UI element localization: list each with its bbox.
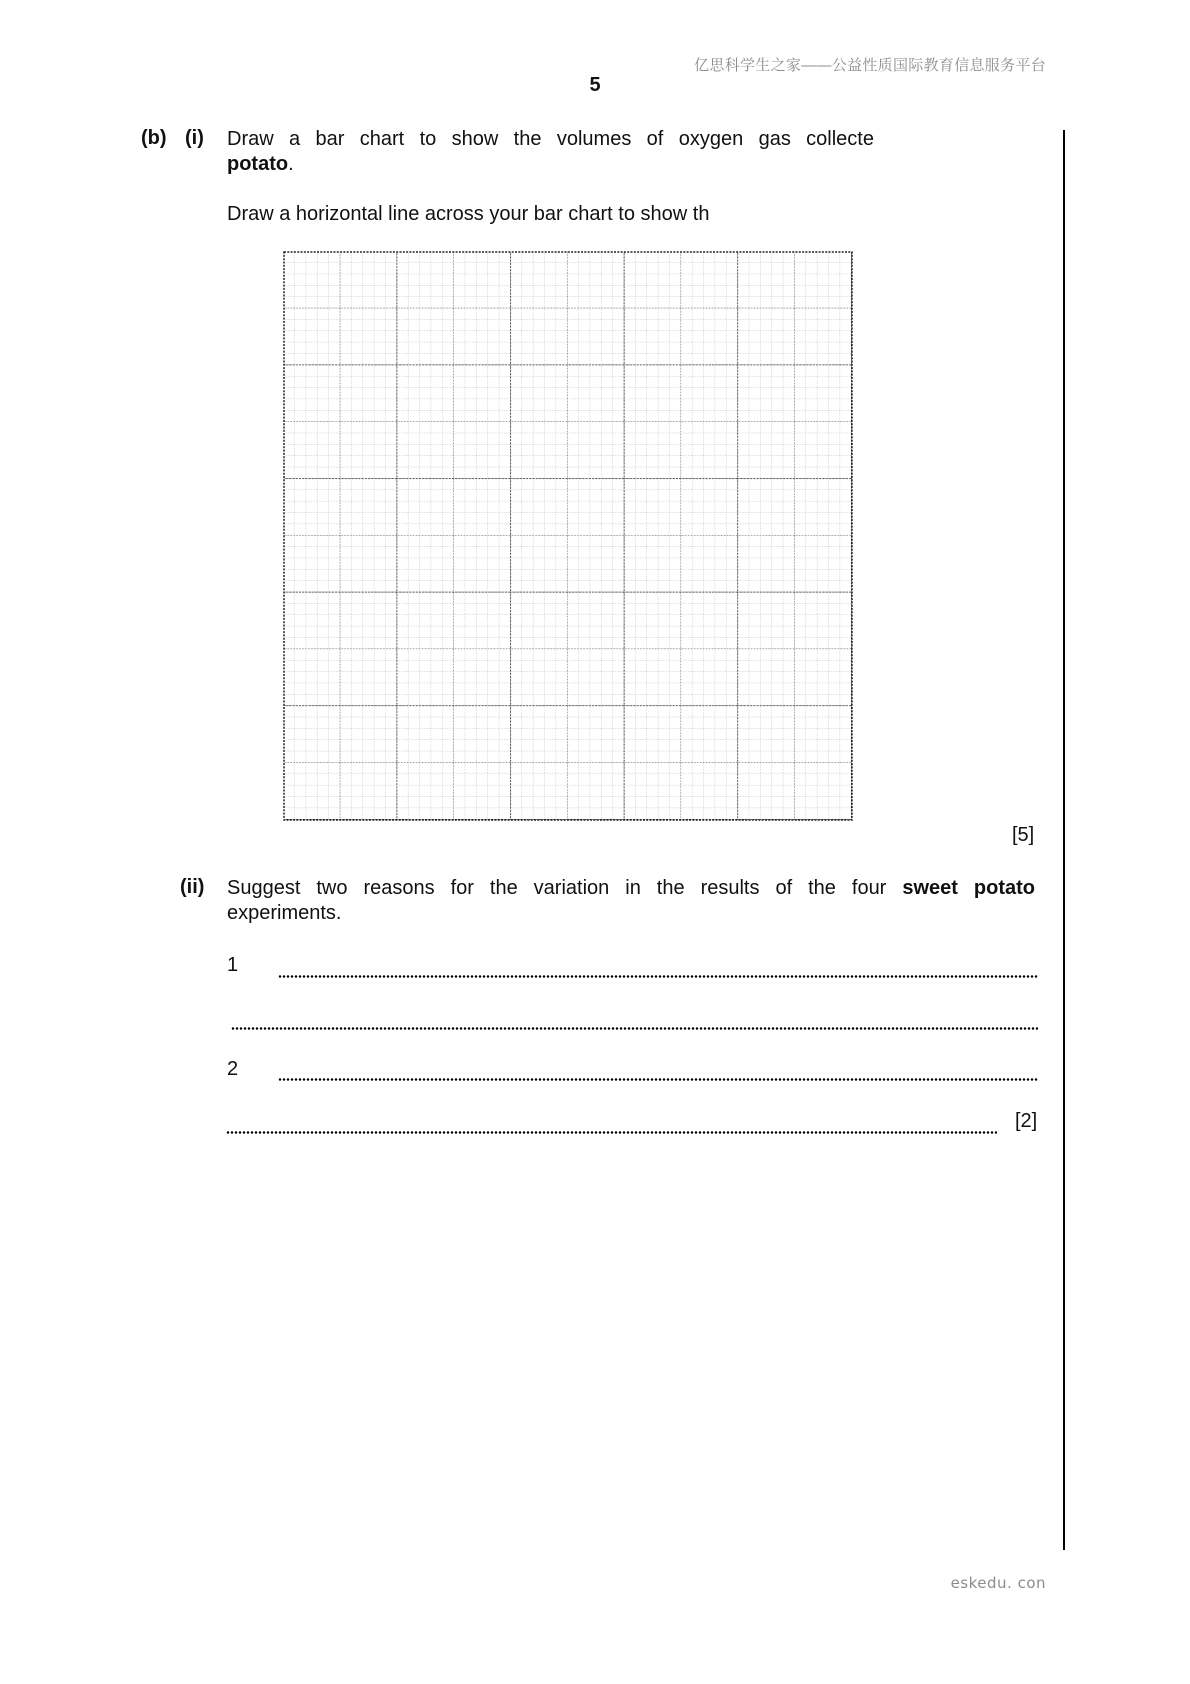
- graph-paper-grid[interactable]: [283, 251, 855, 828]
- answer-2-line-2[interactable]: [226, 1131, 997, 1134]
- sub-i-label: (i): [185, 127, 204, 149]
- sub-ii-marks: [2]: [1015, 1110, 1038, 1132]
- margin-rule: [1063, 130, 1065, 1550]
- footer-watermark: eskedu. con: [950, 1574, 1046, 1592]
- answer-2-label: 2: [227, 1058, 239, 1080]
- part-b-label: (b): [141, 127, 167, 149]
- sub-ii-question-text: Suggest two reasons for the variation in the results of the four: [227, 877, 887, 899]
- sub-i-marks: [5]: [1012, 824, 1035, 846]
- sub-i-question-line2: [227, 152, 294, 177]
- answer-2-line-1[interactable]: [278, 1078, 1038, 1081]
- graph-paper-svg: [283, 251, 855, 823]
- page-number: 5: [589, 74, 601, 96]
- sub-ii-label: (ii): [180, 876, 205, 898]
- sub-ii-question-line2: experiments.: [227, 902, 342, 924]
- sub-i-period: .: [288, 153, 294, 175]
- answer-1-label: 1: [227, 954, 239, 976]
- sub-i-bold-word: potato: [227, 153, 289, 175]
- sub-i-instruction: Draw a horizontal line across your bar chart to show th: [227, 203, 710, 225]
- answer-1-line-1[interactable]: [278, 975, 1038, 978]
- header-watermark: 亿思科学生之家——公益性质国际教育信息服务平台: [694, 57, 1046, 74]
- sub-i-question-line1: Draw a bar chart to show the volumes of oxygen gas collecte: [227, 128, 874, 150]
- answer-1-line-2[interactable]: [231, 1027, 1038, 1030]
- sub-ii-bold-words: sweet potato: [902, 877, 1035, 899]
- sub-ii-question-line1: [227, 876, 1035, 901]
